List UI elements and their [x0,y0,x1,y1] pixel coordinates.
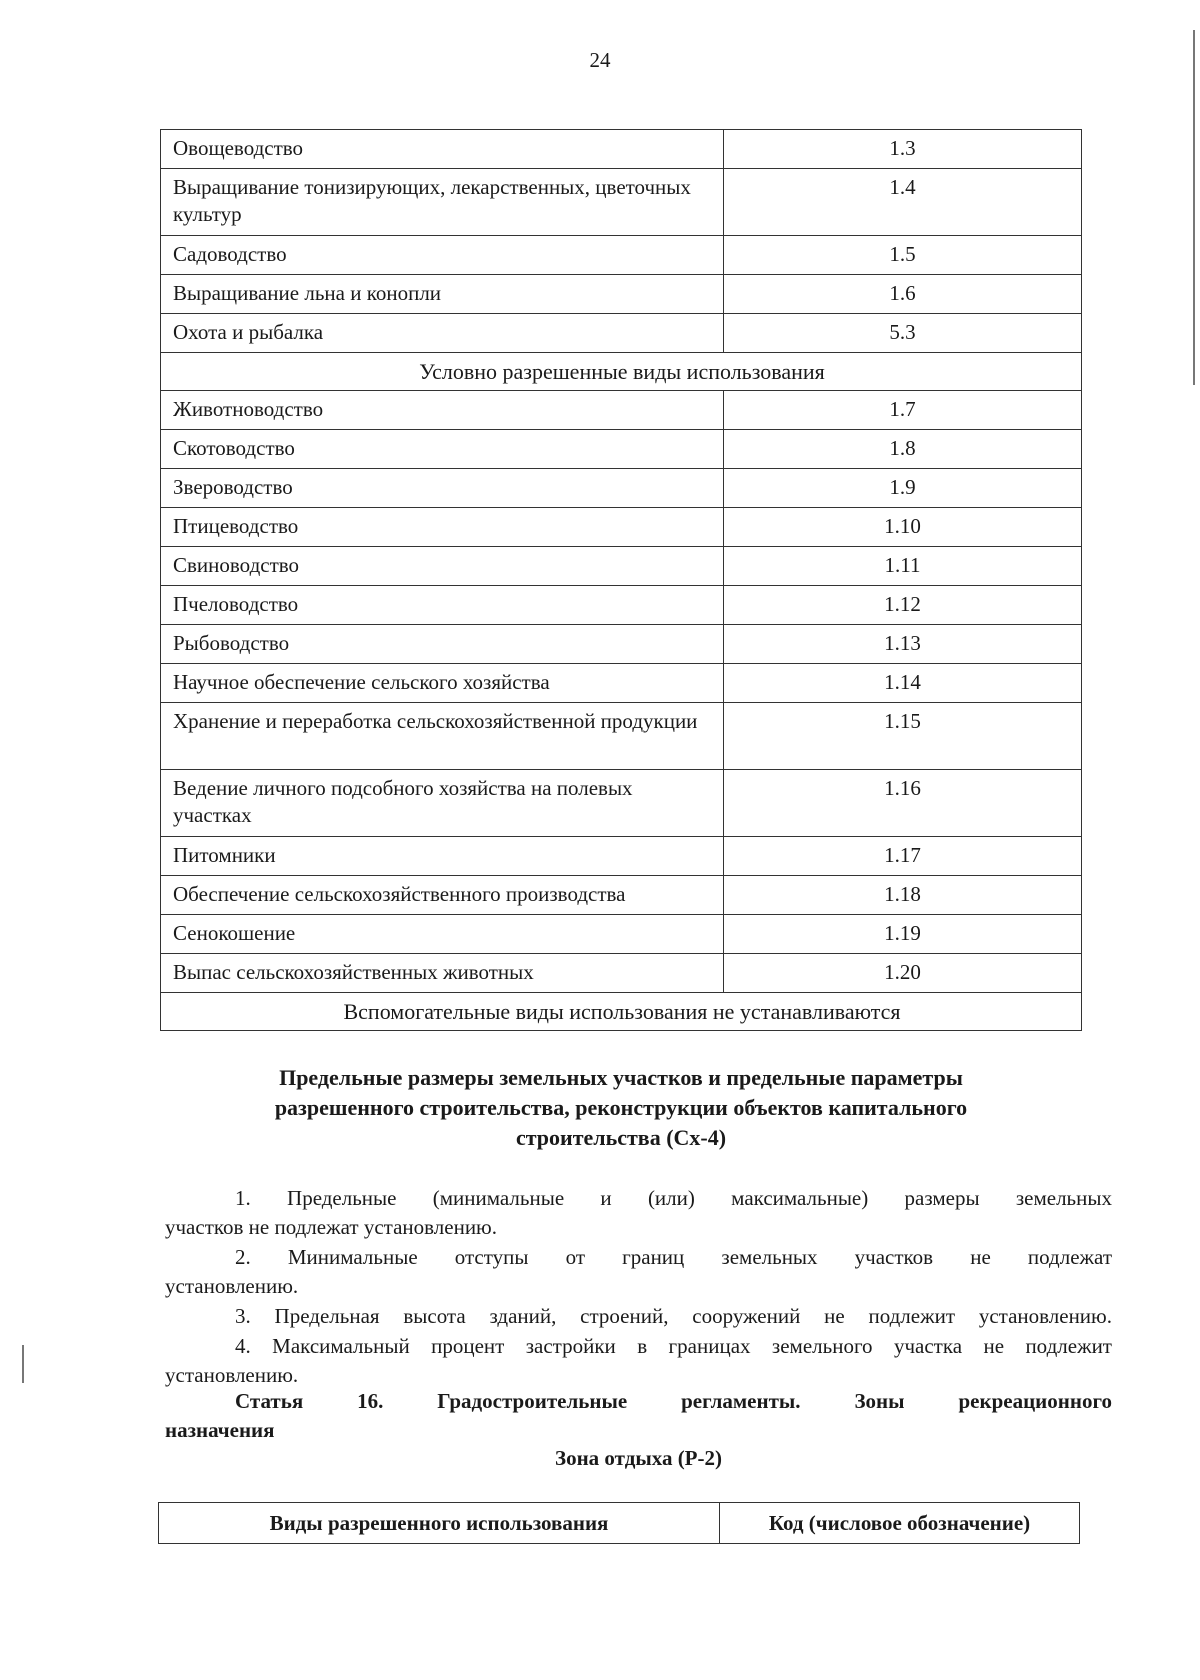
table-row [161,915,1082,954]
use-code-cell: 1.5 [724,236,1082,275]
use-code-cell: 1.15 [724,703,1082,770]
paragraph-line: установлению. [165,1274,299,1298]
table-row [161,236,1082,275]
table-row [161,169,1082,236]
use-code-cell: 1.6 [724,275,1082,314]
limits-heading-line: разрешенного строительства, реконструкции объектов капитального [274,1095,968,1120]
table-row [161,469,1082,508]
paragraph-line: 2. Минимальные отступы от границ земельных участков не подлежат [235,1245,1112,1269]
use-code-cell: 1.11 [724,547,1082,586]
use-name-cell: Охота и рыбалка [161,314,724,353]
table-row [161,430,1082,469]
paragraph-line: 1. Предельные (минимальные и (или) максимальные) размеры земельных [235,1186,1112,1210]
use-name-cell: Выращивание льна и конопли [161,275,724,314]
use-code-cell: 5.3 [724,314,1082,353]
use-code-cell: 1.8 [724,430,1082,469]
paragraph-line: 3. Предельная высота зданий, строений, сооружений не подлежит установлению. [235,1304,1112,1328]
use-name-cell: Питомники [161,837,724,876]
table-row [161,703,1082,770]
use-code-cell: 1.7 [724,391,1082,430]
article-heading-line: Статья 16. Градостроительные регламенты. Зоны рекреационного [235,1389,1112,1413]
use-name-cell: Обеспечение сельскохозяйственного производства [161,876,724,915]
table-row [161,837,1082,876]
limits-heading [160,1063,1082,1153]
paragraph-line: 4. Максимальный процент застройки в границах земельного участка не подлежит [235,1334,1112,1358]
use-name-cell: Свиноводство [161,547,724,586]
use-code-cell: 1.12 [724,586,1082,625]
use-code-cell: 1.4 [724,169,1082,236]
use-code-cell: 1.3 [724,130,1082,169]
table-row [161,586,1082,625]
table-section-row [161,993,1082,1031]
article-heading-line: назначения [165,1418,275,1442]
use-name-cell: Научное обеспечение сельского хозяйства [161,664,724,703]
use-name-cell: Выпас сельскохозяйственных животных [161,954,724,993]
use-name-cell: Садоводство [161,236,724,275]
use-code-cell: 1.13 [724,625,1082,664]
paragraph-3 [165,1302,1112,1331]
page-number: 24 [589,48,611,72]
section-heading-cell: Условно разрешенные виды использования [161,353,1082,391]
table-row [161,664,1082,703]
paragraph-line: участков не подлежат установлению. [165,1215,497,1239]
zone-title: Зона отдыха (Р-2) [555,1446,722,1470]
limits-heading-line: Предельные размеры земельных участков и предельные параметры [279,1065,963,1090]
use-name-cell: Ведение личного подсобного хозяйства на полевых участках [161,770,724,837]
permitted-uses-table [160,129,1082,1031]
table-row [161,625,1082,664]
use-code-cell: 1.19 [724,915,1082,954]
use-name-cell: Выращивание тонизирующих, лекарственных, цветочных культур [161,169,724,236]
table-section-row [161,353,1082,391]
use-code-cell: 1.9 [724,469,1082,508]
scan-edge-mark [1193,30,1195,385]
use-code-cell: 1.20 [724,954,1082,993]
use-name-cell: Хранение и переработка сельскохозяйственной продукции [161,703,724,770]
table-row [161,770,1082,837]
limits-heading-line: строительства (Сх-4) [515,1125,727,1150]
scan-edge-mark [22,1345,24,1383]
table-row [161,508,1082,547]
use-code-cell: 1.16 [724,770,1082,837]
use-code-cell: 1.18 [724,876,1082,915]
table-row [161,314,1082,353]
use-code-cell: 1.17 [724,837,1082,876]
use-code-cell: 1.10 [724,508,1082,547]
paragraph-1 [165,1184,1112,1242]
paragraph-2 [165,1243,1112,1301]
table-row [161,391,1082,430]
table-row [161,954,1082,993]
use-name-cell: Звероводство [161,469,724,508]
table-row [161,130,1082,169]
use-name-cell: Овощеводство [161,130,724,169]
table-row [161,876,1082,915]
use-name-cell: Рыбоводство [161,625,724,664]
use-name-cell: Птицеводство [161,508,724,547]
paragraph-line: установлению. [165,1363,299,1387]
table-row [161,547,1082,586]
use-code-cell: 1.14 [724,664,1082,703]
use-name-cell: Скотоводство [161,430,724,469]
column-header-uses: Виды разрешенного использования [159,1503,720,1544]
section-heading-cell: Вспомогательные виды использования не устанавливаются [161,993,1082,1031]
use-name-cell: Животноводство [161,391,724,430]
zone-uses-table-header [158,1502,1080,1544]
column-header-code: Код (числовое обозначение) [720,1503,1080,1544]
paragraph-4 [165,1332,1112,1390]
article-heading [165,1387,1112,1445]
use-name-cell: Сенокошение [161,915,724,954]
table-row [161,275,1082,314]
use-name-cell: Пчеловодство [161,586,724,625]
